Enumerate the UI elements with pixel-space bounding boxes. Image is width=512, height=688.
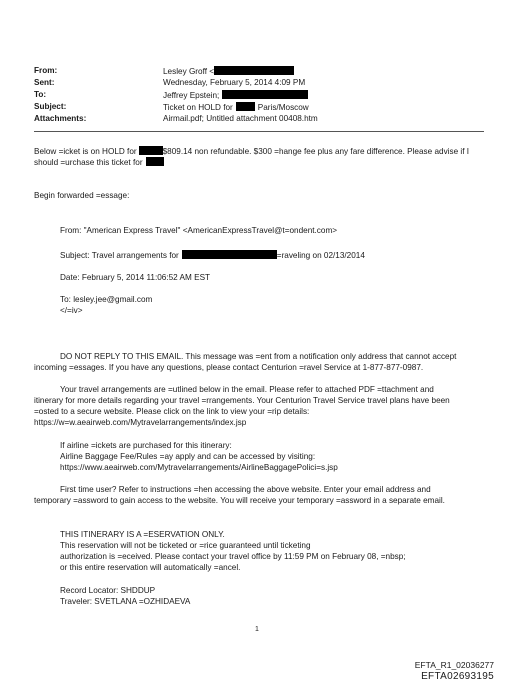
fwd-date: Date: February 5, 2014 11:06:52 AM EST bbox=[60, 273, 211, 282]
to-label: To: bbox=[34, 90, 47, 99]
attachments-value: Airmail.pdf; Untitled attachment 00408.htm bbox=[163, 114, 318, 123]
footer-id-2: EFTA02693195 bbox=[421, 671, 494, 682]
record-locator: Record Locator: SHDDUP bbox=[60, 586, 156, 595]
subject-label: Subject: bbox=[34, 102, 67, 111]
subject-value bbox=[163, 102, 309, 112]
intro-text-b: $809.14 non refundable. $300 =hange fee plus any fare difference. Please advise if I bbox=[162, 147, 470, 156]
intro-line-2 bbox=[34, 157, 164, 169]
p5-line-4: or this entire reservation will automatically =ancel. bbox=[60, 563, 241, 572]
page-number: 1 bbox=[255, 626, 259, 633]
p1-line-1: DO NOT REPLY TO THIS EMAIL. This message was =ent from a notification only address that cannot accept bbox=[60, 352, 457, 361]
fwd-subject-b: =raveling on 02/13/2014 bbox=[276, 251, 365, 260]
redaction-block bbox=[236, 102, 255, 111]
p3-line-2: Airline Baggage Fee/Rules =ay apply and can be accessed by visiting: bbox=[60, 452, 316, 461]
from-text: Lesley Groff < bbox=[163, 67, 215, 76]
p2-line-1: Your travel arrangements are =utlined below in the email. Please refer to attached PDF =ttachment and bbox=[60, 385, 434, 394]
p4-line-2: temporary =assword to gain access to the website. You will receive your temporary =assword in a separate email. bbox=[34, 496, 445, 505]
p2-line-2: itinerary for more details regarding your travel =rrangements. Your Centurion Travel Service travel plans have been bbox=[34, 396, 450, 405]
begin-forwarded: Begin forwarded =essage: bbox=[34, 191, 130, 200]
footer-id-1: EFTA_R1_02036277 bbox=[414, 660, 494, 670]
sent-label: Sent: bbox=[34, 78, 55, 87]
p5-line-1: THIS ITINERARY IS A =ESERVATION ONLY. bbox=[60, 530, 225, 539]
fwd-from: From: "American Express Travel" <AmericanExpressTravel@t=ondent.com> bbox=[60, 226, 338, 235]
p3-link[interactable]: https://www.aeairweb.com/Mytravelarrangements/AirlineBaggagePolici=s.jsp bbox=[60, 463, 338, 472]
subject-suffix: Paris/Moscow bbox=[257, 103, 309, 112]
p2-link[interactable]: https://w=w.aeairweb.com/Mytravelarrangements/index.jsp bbox=[34, 418, 247, 427]
to-text: Jeffrey Epstein; bbox=[163, 91, 220, 100]
intro-text-c: should =urchase this ticket for bbox=[34, 158, 143, 167]
fwd-div: </=iv> bbox=[60, 306, 83, 315]
p5-line-2: This reservation will not be ticketed or =rice guaranteed until ticketing bbox=[60, 541, 311, 550]
p1-line-2: incoming =essages. If you have any questions, please contact Centurion =ravel Service at 1-877-877-0987. bbox=[34, 363, 424, 372]
p3-line-1: If airline =ickets are purchased for this itinerary: bbox=[60, 441, 232, 450]
redaction-block bbox=[214, 66, 294, 75]
redaction-block bbox=[222, 90, 308, 99]
sent-value: Wednesday, February 5, 2014 4:09 PM bbox=[163, 78, 306, 87]
p5-line-3: authorization is =eceived. Please contact your travel office by 11:59 PM on February 08, =nbsp; bbox=[60, 552, 406, 561]
from-label: From: bbox=[34, 66, 58, 75]
traveler: Traveler: SVETLANA =OZHIDAEVA bbox=[60, 597, 191, 606]
header-divider bbox=[34, 131, 484, 132]
fwd-subject-a: Subject: Travel arrangements for bbox=[60, 251, 179, 260]
attachments-label: Attachments: bbox=[34, 114, 87, 123]
redaction-block bbox=[139, 146, 163, 155]
fwd-subject bbox=[60, 250, 365, 262]
redaction-block bbox=[182, 250, 277, 259]
subject-prefix: Ticket on HOLD for bbox=[163, 103, 233, 112]
to-value bbox=[163, 90, 308, 100]
fwd-to: To: lesley.jee@gmail.com bbox=[60, 295, 153, 304]
p2-line-3: =osted to a secure website. Please click on the link to view your =rip details: bbox=[34, 407, 310, 416]
intro-line-1 bbox=[34, 146, 469, 158]
p4-line-1: First time user? Refer to instructions =hen accessing the above website. Enter your email address and bbox=[60, 485, 431, 494]
intro-text-a: Below =icket is on HOLD for bbox=[34, 147, 137, 156]
from-value bbox=[163, 66, 294, 76]
redaction-block bbox=[146, 157, 164, 166]
